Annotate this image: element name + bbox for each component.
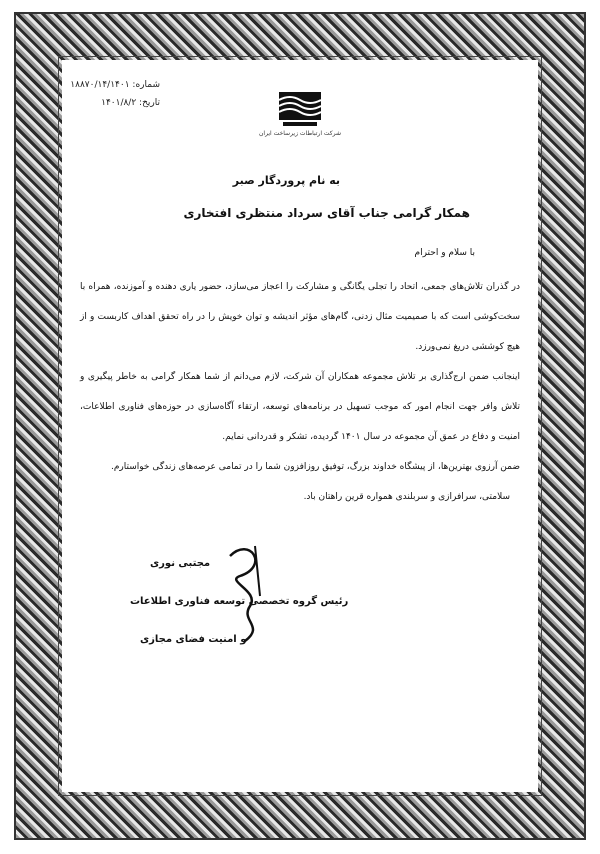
recipient-line: همکار گرامی جناب آقای سرداد منتظری افتخاری xyxy=(183,206,470,220)
letter-body xyxy=(80,272,520,482)
greeting: با سلام و احترام xyxy=(414,248,475,258)
signatory-name: مجتبی نوری xyxy=(150,558,211,569)
body-paragraph: ضمن آرزوی بهترین‌ها، از پیشگاه خداوند بزرگ، توفیق روزافزون شما را در تمامی عرصه‌های زندگی خواستارم. xyxy=(110,462,520,472)
closing-line: سلامتی، سرافرازی و سربلندی همواره قرین راهتان باد. xyxy=(303,492,510,502)
letter-date: تاریخ: ۱۴۰۱/۸/۲ xyxy=(101,98,160,108)
signatory-title-continued: و امنیت فضای مجازی xyxy=(140,634,247,645)
letter-content xyxy=(70,66,530,786)
body-paragraph: در گذران تلاش‌های جمعی، اتحاد را تجلی یگانگی و مشارکت را اعجاز می‌سازد، حضور یاری دهنده و آموزنده، همراه با سخت‌کوشی است که با صمیمیت مثال زدنی، گام‌های مؤثر اندیشه و توان خویش را در راه تحقق اهداف کاربست و از هیچ کوششی دریغ نمی‌ورزد. xyxy=(80,282,520,352)
handwritten-signature xyxy=(220,536,280,646)
letter-number: شماره: ۱۸۸۷۰/۱۴/۱۴۰۱ xyxy=(70,80,160,90)
body-paragraph: اینجانب ضمن ارج‌گذاری بر تلاش مجموعه همکاران آن شرکت، لازم می‌دانم از شما همکار گرامی به خاطر پیگیری و تلاش وافر جهت انجام امور که موجب تسهیل در برنامه‌های توسعه، ارتقاء آگاه‌سازی در حوزه‌های فناوری اطلاعات، امنیت و دفاع در عمق آن مجموعه در سال ۱۴۰۱ گردیده، تشکر و قدردانی نمایم. xyxy=(80,372,520,442)
company-name: شرکت ارتباطات زیرساخت ایران xyxy=(259,130,341,137)
invocation: به نام پروردگار صبر xyxy=(232,174,340,187)
signatory-title: رئیس گروه تخصصی توسعه فناوری اطلاعات xyxy=(130,596,349,607)
letter-meta xyxy=(50,76,160,112)
